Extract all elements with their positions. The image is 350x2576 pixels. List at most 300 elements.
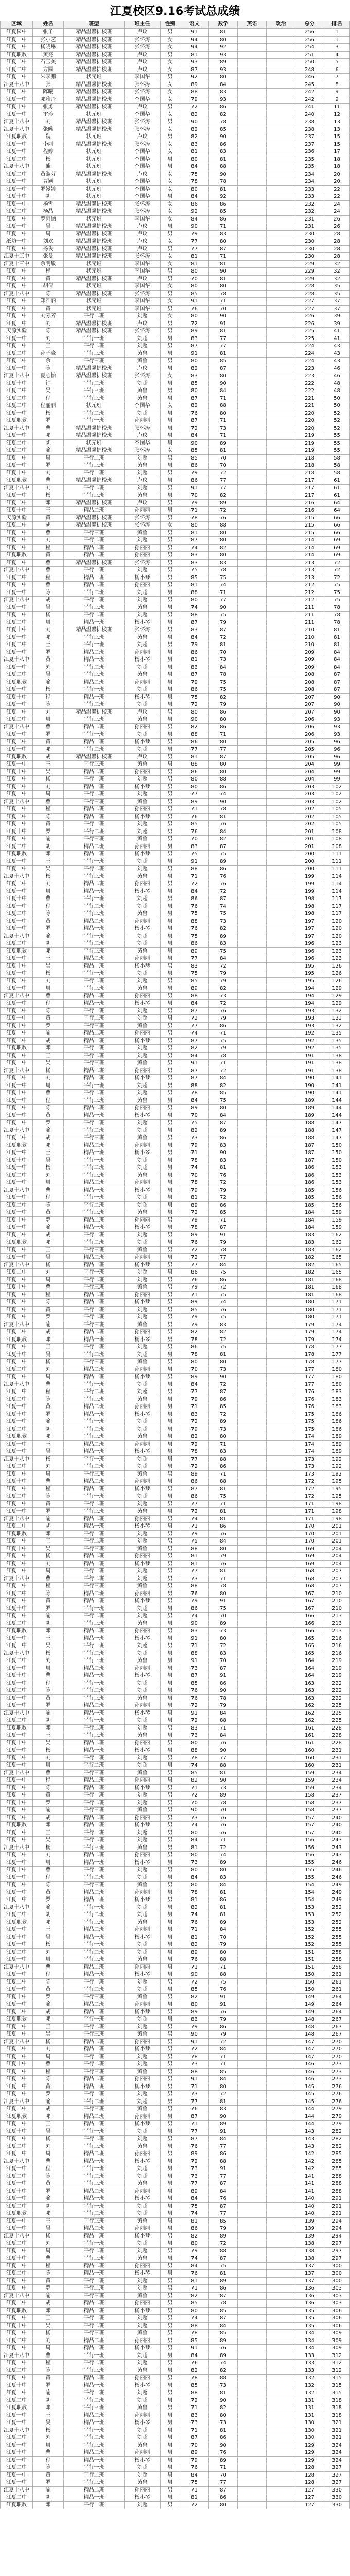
table-cell: 69 — [324, 552, 350, 559]
table-cell: 男 — [161, 1859, 180, 1867]
table-cell: 93 — [180, 59, 209, 66]
table-cell: 240 — [324, 1815, 350, 1822]
table-row — [0, 261, 350, 268]
table-cell: 223 — [295, 365, 324, 372]
table-cell: 102 — [324, 791, 350, 798]
table-cell: 男 — [161, 963, 180, 970]
table-cell: 男 — [161, 2218, 180, 2225]
table-cell: 江夏一中 — [0, 1747, 33, 1754]
table-cell: 平行二班 — [64, 1837, 125, 1844]
table-cell: 男 — [161, 1635, 180, 1642]
table-row — [0, 2106, 350, 2113]
table-cell: 江夏二中 — [0, 545, 33, 552]
table-cell: 男 — [161, 417, 180, 425]
table-cell: 男 — [161, 1531, 180, 1538]
table-row — [0, 1164, 350, 1172]
table-cell: 男 — [161, 1053, 180, 1060]
table-cell: 73 — [209, 1426, 238, 1433]
table-cell: 258 — [324, 1949, 350, 1956]
table-cell: 279 — [324, 2121, 350, 2128]
table-cell: 245 — [295, 81, 324, 89]
table-row — [0, 1941, 350, 1949]
table-cell: 80 — [209, 1635, 238, 1642]
table-cell: 男 — [161, 1433, 180, 1440]
table-cell: 陈 — [33, 1493, 64, 1500]
table-cell: 杨小琴 — [125, 619, 161, 626]
table-cell — [238, 1575, 267, 1583]
table-cell: 男 — [161, 1374, 180, 1381]
table-cell: 江夏园中 — [0, 29, 33, 36]
table-cell — [267, 1516, 295, 1523]
table-cell: 163 — [295, 1687, 324, 1694]
table-row — [0, 731, 350, 739]
table-cell: 男 — [161, 2472, 180, 2479]
table-cell: 卢玟 — [125, 276, 161, 283]
table-cell — [238, 1844, 267, 1852]
table-cell: 邓 — [33, 1433, 64, 1440]
table-cell: 江夏二中 — [0, 2203, 33, 2210]
table-cell — [238, 530, 267, 537]
table-cell — [267, 29, 295, 36]
table-cell: 江夏职教 — [0, 1531, 33, 1538]
table-cell: 198 — [324, 1516, 350, 1523]
table-cell: 孙丽丽 — [125, 1142, 161, 1149]
table-cell: 男 — [161, 2412, 180, 2419]
table-cell: 87 — [209, 1224, 238, 1231]
table-row — [0, 141, 350, 149]
table-row — [0, 1896, 350, 1904]
table-cell: 周 — [33, 2054, 64, 2061]
table-cell: 84 — [180, 1000, 209, 1007]
table-cell: 76 — [180, 1687, 209, 1694]
table-cell — [267, 910, 295, 918]
table-cell: 刘 — [33, 2240, 64, 2247]
table-cell: 261 — [324, 1979, 350, 1986]
table-cell: 状元班 — [64, 186, 125, 193]
table-cell: 孙丽丽 — [125, 1329, 161, 1336]
table-cell: 79 — [180, 1187, 209, 1194]
header-cell: 语文 — [180, 21, 209, 28]
table-cell: 180 — [295, 1307, 324, 1314]
table-cell: 237 — [324, 1792, 350, 1799]
table-cell: 129 — [324, 985, 350, 992]
table-row — [0, 2255, 350, 2263]
table-cell: 刘超 — [125, 2024, 161, 2031]
table-cell — [267, 940, 295, 947]
table-cell: 精品温馨护校班 — [64, 477, 125, 484]
table-cell — [267, 1366, 295, 1374]
table-cell: 邓 — [33, 1628, 64, 1635]
table-cell: 330 — [324, 2487, 350, 2494]
table-cell — [238, 679, 267, 686]
table-cell: 江夏职教 — [0, 754, 33, 761]
table-cell: 刘超 — [125, 1493, 161, 1500]
table-cell: 71 — [180, 2121, 209, 2128]
table-cell: 周 — [33, 1665, 64, 1672]
table-row — [0, 1613, 350, 1620]
table-cell — [238, 709, 267, 716]
table-cell: 江夏二中 — [0, 1269, 33, 1276]
table-cell — [267, 1844, 295, 1852]
table-cell: 87 — [209, 2255, 238, 2262]
header-cell: 英语 — [238, 21, 267, 28]
table-cell: 男 — [161, 1194, 180, 1201]
table-cell: 江夏二中 — [0, 671, 33, 679]
table-cell: 黄 — [33, 2083, 64, 2091]
table-cell: 卢玟 — [125, 709, 161, 716]
table-cell: 江夏二中 — [0, 910, 33, 918]
table-row — [0, 1777, 350, 1785]
table-row — [0, 1628, 350, 1635]
table-cell — [238, 1396, 267, 1403]
table-cell: 158 — [295, 1807, 324, 1814]
table-cell: 杨小琴 — [125, 888, 161, 895]
table-cell: 刘超 — [125, 1762, 161, 1769]
table-cell: 91 — [180, 29, 209, 36]
table-cell: 女 — [161, 89, 180, 96]
table-cell: 精品温馨护校班 — [64, 372, 125, 380]
table-cell: 平行一班 — [64, 1717, 125, 1724]
table-cell: 男 — [161, 746, 180, 753]
table-cell — [238, 1292, 267, 1299]
table-cell: 267 — [324, 2024, 350, 2031]
table-cell: 杨 — [33, 686, 64, 693]
table-cell: 精品二班 — [64, 2263, 125, 2270]
table-cell: 精品一班 — [64, 1224, 125, 1231]
table-cell: 男 — [161, 2039, 180, 2046]
table-row — [0, 2315, 350, 2323]
table-cell — [267, 477, 295, 484]
table-cell: 江夏十三中 — [0, 253, 33, 260]
table-cell: 平行二班 — [64, 1426, 125, 1433]
table-cell: 江夏一中 — [0, 2069, 33, 2076]
table-cell: 194 — [295, 985, 324, 992]
table-cell: 喻 — [33, 1321, 64, 1329]
table-cell: 杨小琴 — [125, 1859, 161, 1867]
table-cell: 曹 — [33, 1964, 64, 1971]
table-cell: 77 — [180, 1501, 209, 1508]
table-cell: 男 — [161, 1568, 180, 1575]
table-cell — [267, 2083, 295, 2091]
table-cell: 刘超 — [125, 1680, 161, 1687]
table-cell: 79 — [180, 2457, 209, 2464]
table-cell: 江夏十中 — [0, 1090, 33, 1097]
table-cell: 72 — [180, 425, 209, 432]
table-cell: 86 — [209, 1896, 238, 1904]
table-cell: 精品一班 — [64, 1635, 125, 1642]
table-cell: 江夏二中 — [0, 500, 33, 507]
table-cell — [267, 2150, 295, 2158]
table-cell: 江夏一中 — [0, 1777, 33, 1784]
table-cell: 刘超 — [125, 664, 161, 671]
table-row — [0, 1583, 350, 1590]
table-cell: 91 — [209, 1598, 238, 1605]
table-cell: 杨小琴 — [125, 2270, 161, 2277]
table-cell: 77 — [180, 2180, 209, 2188]
table-row — [0, 2337, 350, 2345]
table-cell: 229 — [295, 276, 324, 283]
table-cell: 88 — [180, 1546, 209, 1553]
table-cell: 刘超 — [125, 1575, 161, 1583]
table-cell: 平行三班 — [64, 1134, 125, 1142]
table-cell: 平行三班 — [64, 1060, 125, 1067]
table-cell: 84 — [209, 828, 238, 836]
table-cell: 206 — [295, 724, 324, 731]
table-cell: 男 — [161, 1747, 180, 1754]
table-row — [0, 560, 350, 567]
table-cell: 81 — [209, 29, 238, 36]
table-cell: 黄 — [33, 1015, 64, 1022]
table-cell: 男 — [161, 1209, 180, 1216]
table-cell: 李国华 — [125, 193, 161, 200]
table-cell: 杨俊 — [33, 246, 64, 253]
table-cell: 172 — [295, 1486, 324, 1493]
table-cell — [238, 1433, 267, 1440]
table-cell: 精品二班 — [64, 545, 125, 552]
table-cell: 273 — [324, 2069, 350, 2076]
table-cell: 平行三班 — [64, 395, 125, 402]
table-cell: 江夏二中 — [0, 1008, 33, 1015]
table-cell: 男 — [161, 858, 180, 866]
table-cell — [267, 2233, 295, 2240]
table-cell: 程 — [33, 2263, 64, 2270]
table-cell: 147 — [324, 1120, 350, 1127]
table-cell: 男 — [161, 29, 180, 36]
table-cell: 江夏十八中 — [0, 163, 33, 171]
table-cell: 平行二班 — [64, 978, 125, 985]
table-cell: 73 — [180, 1732, 209, 1739]
table-cell: 32 — [324, 276, 350, 283]
table-cell: 精品一班 — [64, 2270, 125, 2277]
table-row — [0, 1971, 350, 1979]
table-cell: 91 — [209, 320, 238, 328]
table-cell: 75 — [324, 582, 350, 589]
table-cell: 喻 — [33, 2293, 64, 2300]
table-cell: 男 — [161, 2195, 180, 2202]
table-cell: 88 — [180, 1747, 209, 1754]
table-cell — [267, 2054, 295, 2061]
table-cell: 264 — [324, 1994, 350, 2001]
table-cell: 平行一班 — [64, 1194, 125, 1201]
table-cell: 87 — [209, 1665, 238, 1672]
table-cell: 男 — [161, 1105, 180, 1112]
table-cell — [238, 1015, 267, 1022]
table-cell: 81 — [180, 148, 209, 156]
table-cell: 平行二班 — [64, 1687, 125, 1694]
table-cell — [267, 1785, 295, 1792]
table-cell — [267, 410, 295, 417]
table-cell — [267, 828, 295, 836]
table-cell: 174 — [295, 1448, 324, 1455]
table-cell — [267, 1800, 295, 1807]
table-cell — [238, 118, 267, 126]
table-row — [0, 2098, 350, 2106]
table-cell: 杨小琴 — [125, 2382, 161, 2389]
table-cell: 84 — [209, 2323, 238, 2330]
table-cell: 张怀涛 — [125, 447, 161, 454]
table-cell — [267, 1232, 295, 1239]
table-cell: 男 — [161, 2046, 180, 2053]
table-cell: 江夏一中 — [0, 186, 33, 193]
table-cell — [267, 2024, 295, 2031]
table-row — [0, 2024, 350, 2031]
table-cell: 刘超 — [125, 2173, 161, 2180]
table-row — [0, 29, 350, 37]
table-cell: 78 — [209, 1800, 238, 1807]
table-cell: 黄鲁 — [125, 1134, 161, 1142]
table-cell: 78 — [209, 2300, 238, 2307]
table-cell: 刘超 — [125, 1351, 161, 1359]
table-cell: 81 — [209, 1351, 238, 1359]
table-cell: 罗 — [33, 1411, 64, 1418]
table-cell: 江夏一中 — [0, 455, 33, 462]
table-cell: 胡 — [33, 2106, 64, 2113]
table-cell: 218 — [295, 462, 324, 469]
table-cell: 78 — [324, 604, 350, 612]
table-cell: 162 — [295, 1702, 324, 1709]
table-cell — [267, 1284, 295, 1291]
table-cell: 平行二班 — [64, 1725, 125, 1732]
table-row — [0, 1374, 350, 1381]
table-cell: 江夏一中 — [0, 686, 33, 693]
table-cell: 88 — [209, 2375, 238, 2382]
table-cell: 刘超 — [125, 597, 161, 604]
table-cell: 邓 — [33, 1336, 64, 1344]
table-cell: 平行一班 — [64, 2464, 125, 2471]
table-cell: 喻 — [33, 2389, 64, 2397]
table-cell — [238, 806, 267, 813]
table-cell: 81 — [209, 156, 238, 163]
table-cell: 喻 — [33, 1904, 64, 1911]
table-cell — [267, 1755, 295, 1762]
table-cell: 276 — [324, 2091, 350, 2098]
table-cell: 江夏一中 — [0, 44, 33, 51]
table-cell: 刘超 — [125, 2360, 161, 2367]
table-cell: 精品一班 — [64, 1672, 125, 1680]
table-cell: 江夏职教 — [0, 1725, 33, 1732]
table-cell: 杨 — [33, 1650, 64, 1657]
table-cell: 80 — [209, 37, 238, 44]
table-cell — [238, 1381, 267, 1388]
table-cell: 江夏二中 — [0, 2046, 33, 2053]
table-cell — [238, 2233, 267, 2240]
table-cell — [267, 649, 295, 656]
table-cell: 平行一班 — [64, 776, 125, 783]
table-cell — [238, 641, 267, 649]
table-cell: 周 — [33, 1471, 64, 1478]
table-cell: 71 — [180, 1149, 209, 1157]
table-cell: 169 — [295, 1561, 324, 1568]
table-cell: 刘欢 — [33, 238, 64, 245]
table-cell: 罗 — [33, 2285, 64, 2292]
table-cell — [238, 2158, 267, 2165]
table-cell: 男 — [161, 686, 180, 693]
table-cell — [267, 425, 295, 432]
table-cell — [238, 1979, 267, 1986]
table-cell: 江夏一中 — [0, 462, 33, 469]
table-row — [0, 2225, 350, 2233]
table-cell: 江夏一中 — [0, 2150, 33, 2158]
table-cell: 罗 — [33, 731, 64, 738]
table-cell: 江夏二中 — [0, 1979, 33, 1986]
table-cell: 江夏十八中 — [0, 2427, 33, 2434]
table-row — [0, 193, 350, 201]
table-row — [0, 589, 350, 597]
table-cell: 156 — [324, 1202, 350, 1209]
table-cell: 精品温馨护校班 — [64, 246, 125, 253]
table-cell: 陈 — [33, 589, 64, 597]
table-cell — [267, 2494, 295, 2501]
table-cell: 程 — [33, 1583, 64, 1590]
table-cell — [267, 1501, 295, 1508]
table-cell: 93 — [324, 716, 350, 723]
table-row — [0, 111, 350, 119]
table-cell: 刘 — [33, 1463, 64, 1470]
table-cell: 190 — [295, 1090, 324, 1097]
table-cell: 江夏二中 — [0, 1463, 33, 1470]
table-cell: 精品一班 — [64, 1112, 125, 1120]
table-cell: 刘超 — [125, 1090, 161, 1097]
table-cell: 83 — [209, 89, 238, 96]
table-cell: 男 — [161, 649, 180, 656]
table-cell: 206 — [295, 731, 324, 738]
table-cell: 平行一班 — [64, 2278, 125, 2285]
table-cell: 张怀涛 — [125, 118, 161, 126]
table-cell: 77 — [180, 955, 209, 962]
table-cell — [267, 500, 295, 507]
table-cell: 曹 — [33, 1867, 64, 1874]
table-cell: 197 — [295, 925, 324, 933]
table-cell: 80 — [180, 156, 209, 163]
table-cell: 杨小琴 — [125, 1934, 161, 1941]
table-cell — [267, 1120, 295, 1127]
table-cell: 李国华 — [125, 216, 161, 223]
table-cell: 141 — [324, 1090, 350, 1097]
table-cell: 刘 — [33, 1366, 64, 1374]
table-cell: 88 — [180, 993, 209, 1000]
table-cell: 男 — [161, 2360, 180, 2367]
table-cell: 精品一班 — [64, 1523, 125, 1530]
table-cell: 159 — [324, 1217, 350, 1224]
table-cell — [267, 1179, 295, 1187]
table-cell: 81 — [209, 261, 238, 268]
table-row — [0, 2442, 350, 2450]
table-cell: 78 — [180, 1336, 209, 1344]
table-cell: 江夏一中 — [0, 791, 33, 798]
table-cell: 江夏一中 — [0, 1082, 33, 1090]
table-cell: 89 — [180, 2009, 209, 2016]
table-cell: 186 — [295, 1172, 324, 1179]
table-cell: 杨小琴 — [125, 1672, 161, 1680]
table-cell: 江夏一中 — [0, 1486, 33, 1493]
table-cell — [267, 1867, 295, 1874]
table-cell — [267, 395, 295, 402]
table-cell — [267, 948, 295, 955]
table-cell: 江夏一中 — [0, 903, 33, 910]
table-cell: 193 — [295, 1015, 324, 1022]
table-cell — [267, 746, 295, 753]
table-row — [0, 171, 350, 179]
table-cell: 胡 — [33, 440, 64, 447]
table-cell: 精品一班 — [64, 2382, 125, 2389]
table-cell: 76 — [180, 2106, 209, 2113]
table-cell — [267, 1336, 295, 1344]
table-cell — [267, 1598, 295, 1605]
table-cell: 81 — [209, 276, 238, 283]
table-cell: 男 — [161, 1628, 180, 1635]
table-cell: 吴 — [33, 1254, 64, 1261]
table-cell: 精品二班 — [64, 955, 125, 962]
